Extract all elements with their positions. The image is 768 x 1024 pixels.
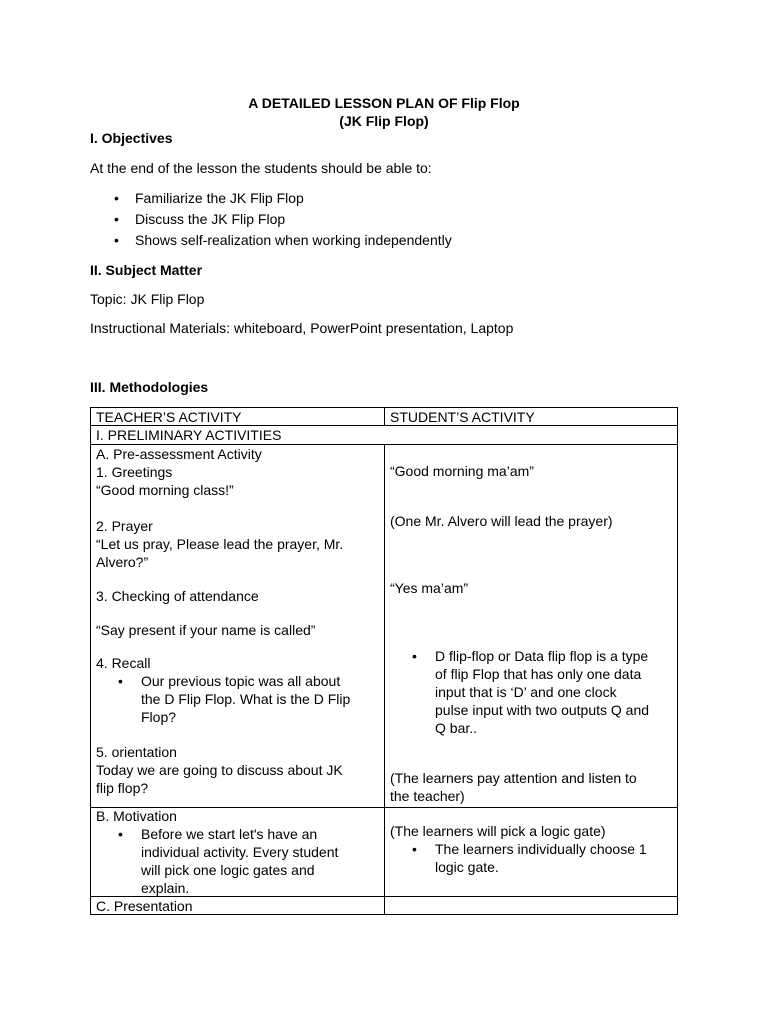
header-teachers-activity: TEACHER’S ACTIVITY	[96, 409, 242, 425]
student-motivation-reply: (The learners will pick a logic gate)	[390, 823, 606, 839]
table-border-right	[677, 407, 678, 915]
student-motivation-item: • The learners individually choose 1 logic gate.	[390, 840, 676, 876]
student-recall-item: • D flip-flop or Data flip flop is a type of flip Flop that has only one data input that is ‘D’ and one clock pulse input with two outputs Q and Q bar..	[390, 647, 676, 737]
teacher-motivation-cell	[96, 807, 380, 897]
objective-item: • Discuss the JK Flip Flop	[90, 211, 452, 232]
table-column-divider	[384, 444, 385, 915]
topic-line: Topic: JK Flip Flop	[90, 291, 205, 307]
attendance-text: “Say present if your name is called”	[96, 622, 316, 638]
table-column-divider	[384, 407, 385, 426]
orientation-text: flip flop?	[96, 780, 149, 796]
document-title: A DETAILED LESSON PLAN OF Flip Flop	[248, 95, 520, 111]
attendance-label: 3. Checking of attendance	[96, 588, 259, 604]
objective-item: • Shows self-realization when working independently	[90, 232, 452, 253]
prayer-label: 2. Prayer	[96, 518, 153, 534]
objectives-intro: At the end of the lesson the students should be able to:	[90, 160, 432, 176]
student-recall-cell	[390, 647, 676, 737]
student-prayer-reply: (One Mr. Alvero will lead the prayer)	[390, 513, 613, 529]
section-preliminary-activities: I. PRELIMINARY ACTIVITIES	[96, 427, 282, 443]
presentation-label: C. Presentation	[96, 898, 193, 914]
recall-list	[96, 672, 380, 726]
objective-item: • Familiarize the JK Flip Flop	[90, 190, 452, 211]
motivation-item: • Before we start let's have an individual activity. Every student will pick one logic gates and explain.	[96, 825, 380, 897]
greetings-label: 1. Greetings	[96, 464, 173, 480]
student-recall-list	[390, 647, 676, 737]
student-motivation-cell	[390, 822, 676, 876]
teacher-preliminary-cell	[96, 445, 380, 797]
student-attendance-reply: “Yes ma’am”	[390, 580, 469, 596]
motivation-label: B. Motivation	[96, 808, 177, 824]
student-orientation-reply: (The learners pay attention and listen to the teacher)	[390, 770, 637, 804]
orientation-label: 5. orientation	[96, 744, 177, 760]
methodologies-heading: III. Methodologies	[90, 379, 209, 395]
recall-item: • Our previous topic was all about the D Flip Flop. What is the D Flip Flop?	[96, 672, 380, 726]
document-subtitle: (JK Flip Flop)	[339, 113, 429, 129]
motivation-list	[96, 825, 380, 897]
pre-assessment-label: A. Pre-assessment Activity	[96, 446, 262, 462]
header-students-activity: STUDENT’S ACTIVITY	[390, 409, 535, 425]
subject-matter-heading: II. Subject Matter	[90, 262, 203, 278]
recall-label: 4. Recall	[96, 655, 151, 671]
student-motivation-list	[390, 840, 676, 876]
student-greetings-reply: “Good morning ma’am”	[390, 463, 534, 479]
orientation-text: Today we are going to discuss about JK	[96, 762, 343, 778]
table-border-left	[90, 407, 91, 915]
greetings-text: “Good morning class!”	[96, 482, 234, 498]
methodologies-table	[90, 407, 678, 915]
instructional-materials-line: Instructional Materials: whiteboard, PowerPoint presentation, Laptop	[90, 320, 514, 336]
prayer-text: Alvero?”	[96, 554, 149, 570]
prayer-text: “Let us pray, Please lead the prayer, Mr.	[96, 536, 344, 552]
objectives-list	[90, 190, 452, 253]
objectives-heading: I. Objectives	[90, 130, 173, 146]
